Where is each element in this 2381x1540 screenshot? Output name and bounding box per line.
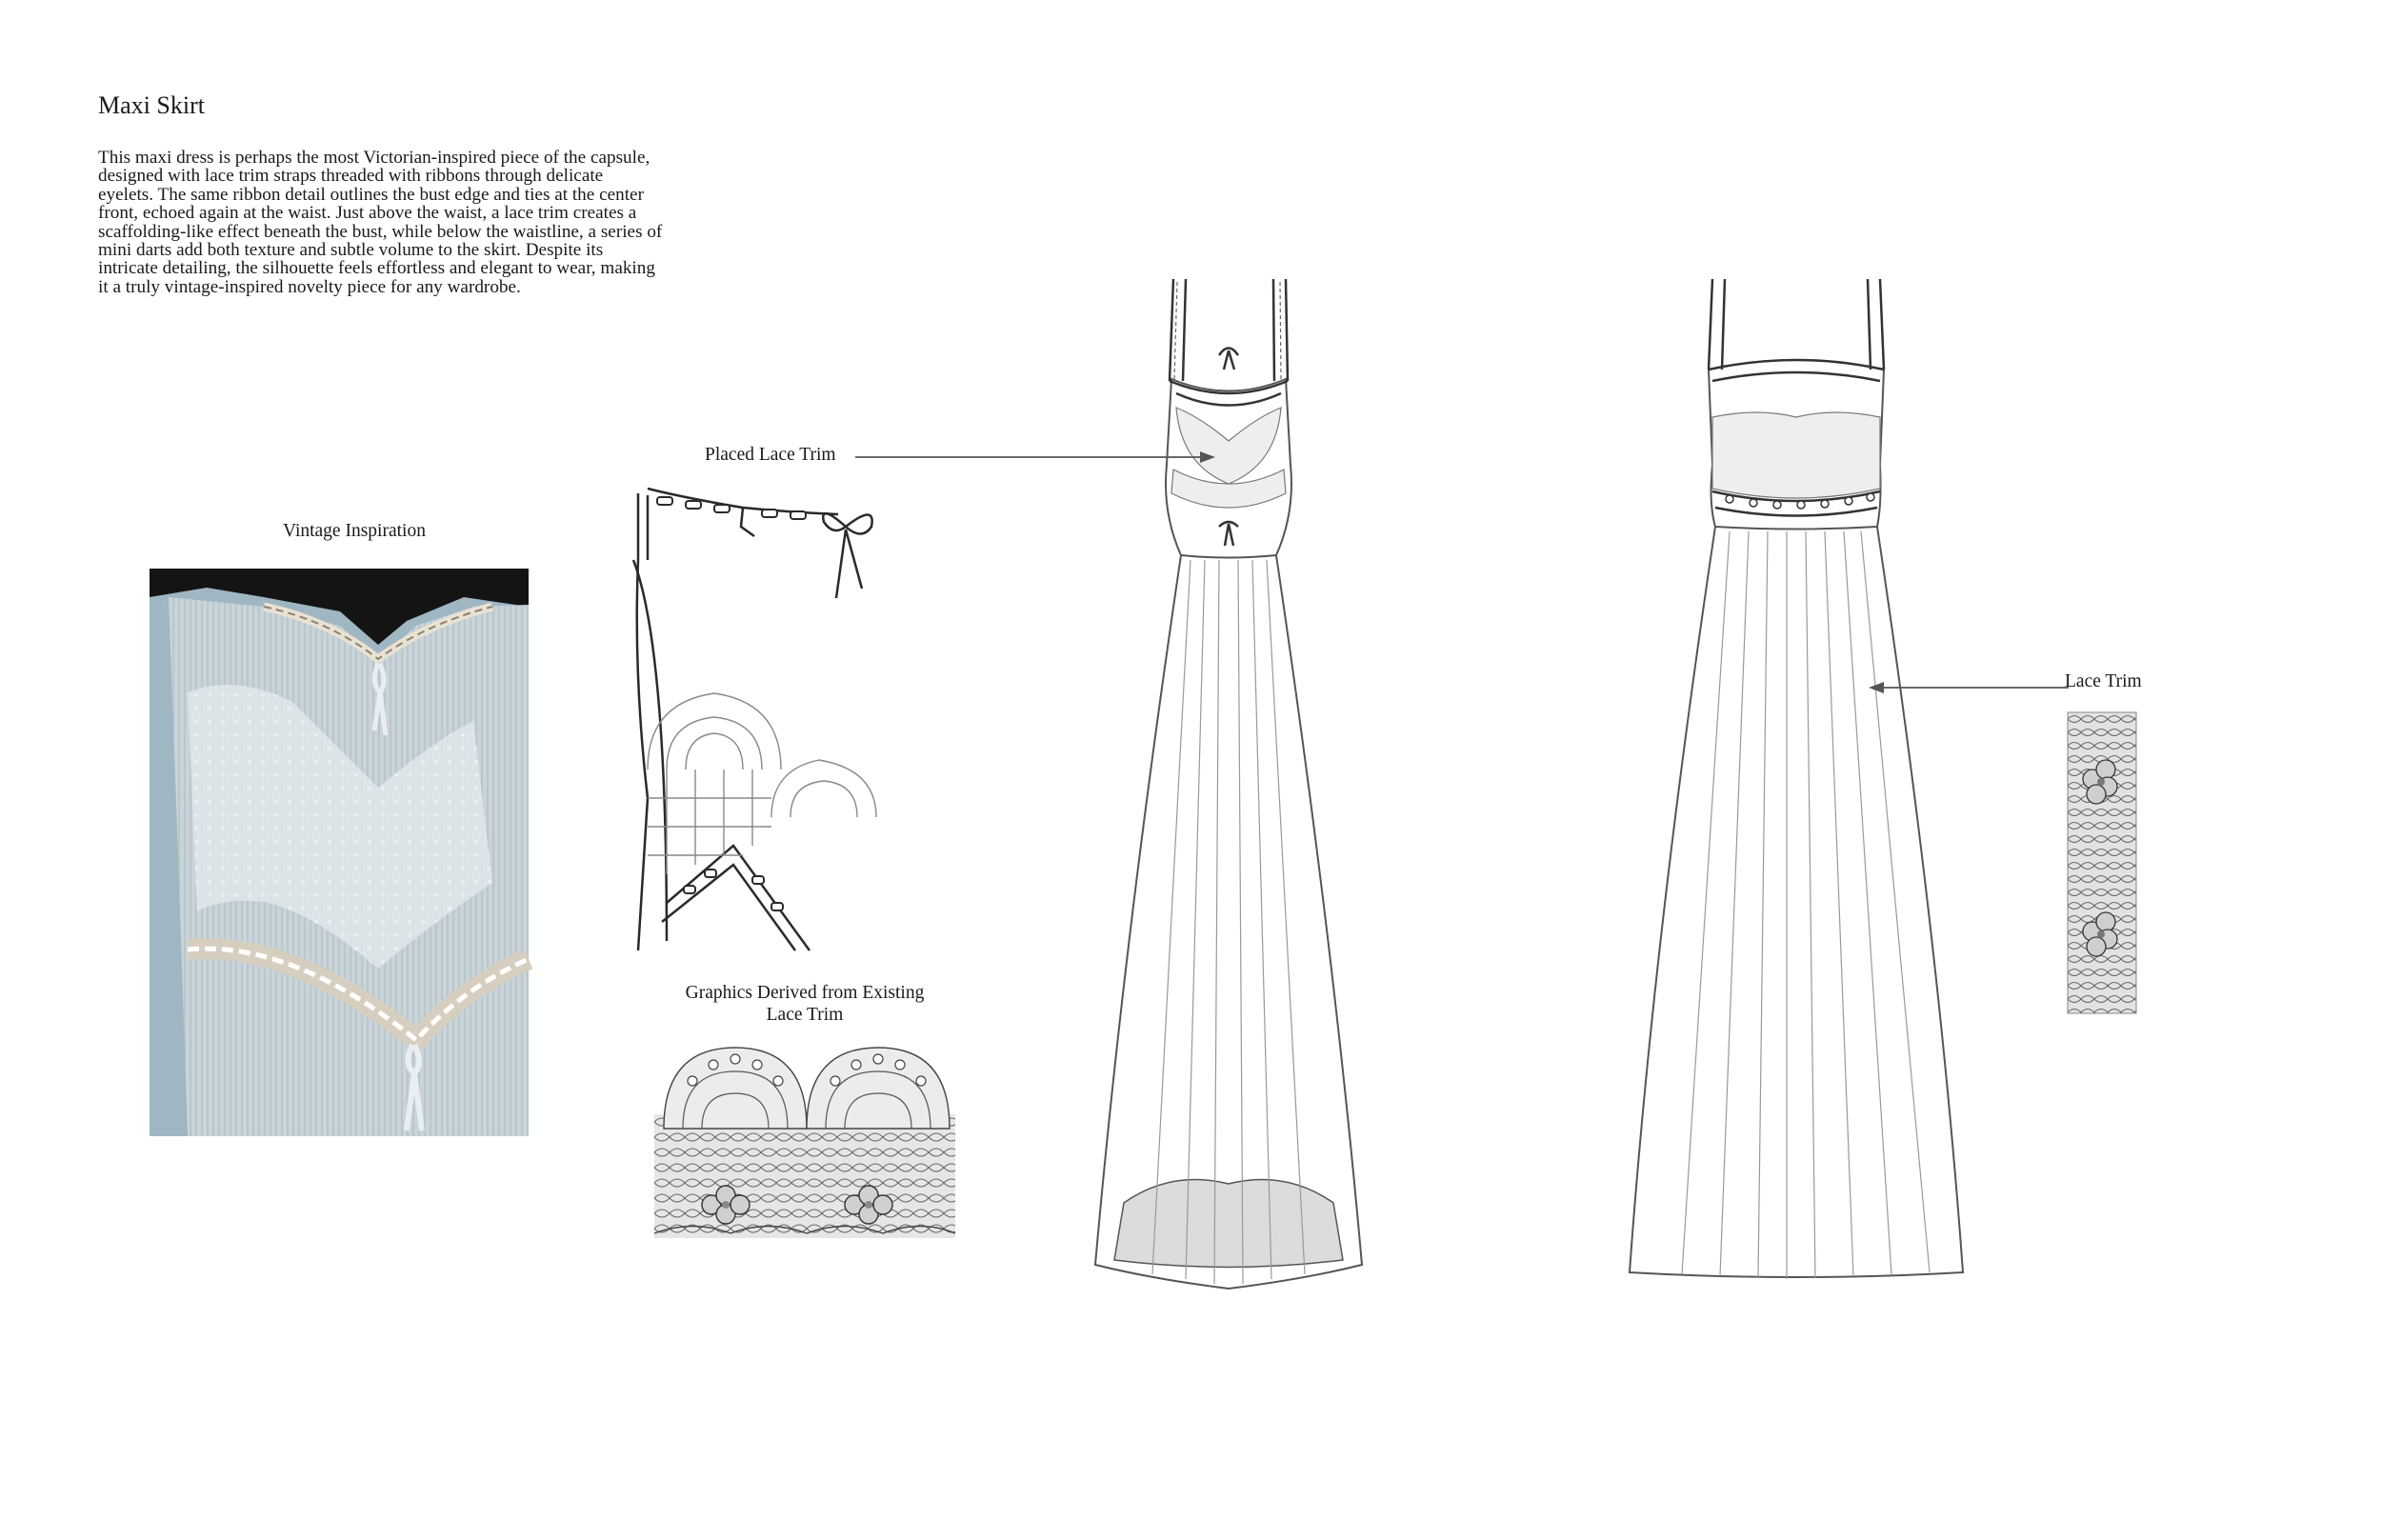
graphics-caption-line: Lace Trim: [766, 1005, 844, 1025]
description-line: mini darts add both texture and subtle volume to the skirt. Despite its: [98, 240, 604, 261]
dress-front-flat: [1086, 274, 1371, 1298]
description-line: This maxi dress is perhaps the most Victorian-inspired piece of the capsule,: [98, 148, 650, 168]
lace-trim-arrow: [1867, 678, 2069, 697]
dress-back-flat: [1625, 274, 1968, 1284]
vintage-inspiration-caption: Vintage Inspiration: [283, 521, 426, 541]
placed-lace-trim-sketch: [629, 484, 914, 950]
placed-lace-trim-arrow: [855, 448, 1217, 467]
description-line: designed with lace trim straps threaded with ribbons through delicate: [98, 166, 604, 187]
placed-lace-trim-caption: Placed Lace Trim: [705, 445, 836, 465]
lace-trim-graphic: [654, 1038, 955, 1238]
page-title: Maxi Skirt: [98, 91, 205, 119]
description-line: scaffolding-like effect beneath the bust, while below the waistline, a series of: [98, 221, 663, 242]
description: [98, 149, 765, 296]
description-line: intricate detailing, the silhouette feels effortless and elegant to wear, making: [98, 258, 655, 279]
vintage-inspiration-photo: [150, 569, 529, 1136]
description-line: front, echoed again at the waist. Just above the waist, a lace trim creates a: [98, 203, 637, 224]
graphics-caption: [648, 982, 962, 1026]
lace-trim-swatch: [2068, 712, 2136, 1013]
description-line: it a truly vintage-inspired novelty piece for any wardrobe.: [98, 276, 521, 297]
lace-trim-caption: Lace Trim: [2065, 671, 2142, 691]
graphics-caption-line: Graphics Derived from Existing: [685, 983, 925, 1003]
description-line: eyelets. The same ribbon detail outlines the bust edge and ties at the center: [98, 184, 644, 205]
